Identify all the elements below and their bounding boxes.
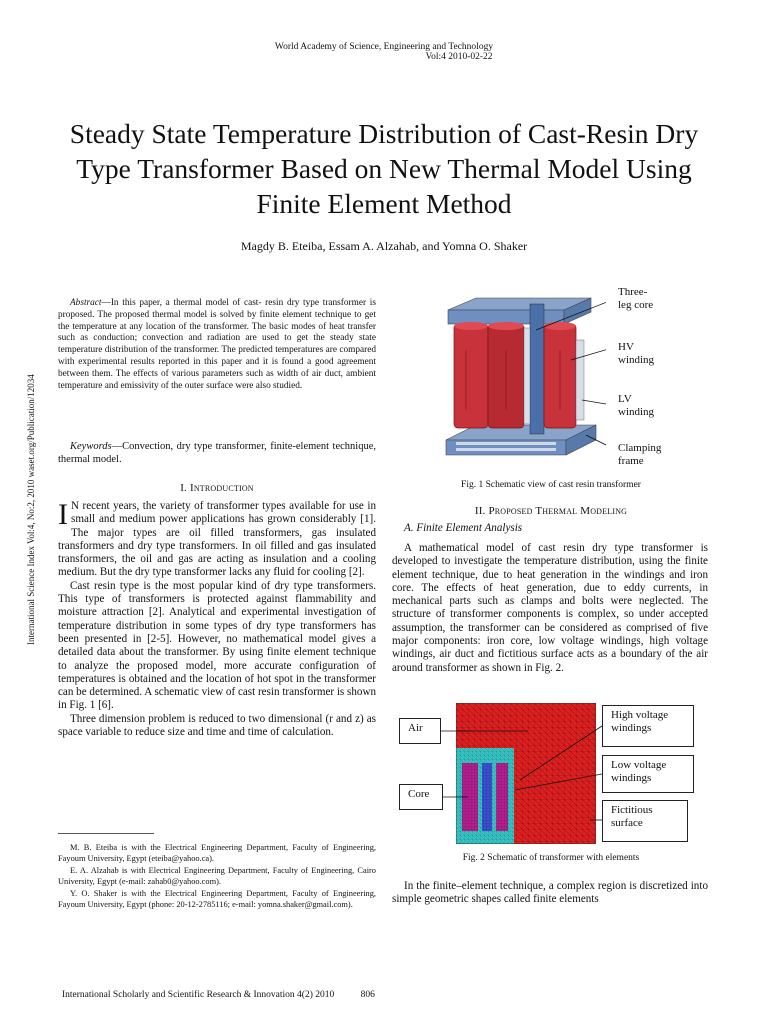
- footer-text: International Scholarly and Scientific Research & Innovation 4(2) 2010: [62, 990, 335, 1000]
- subsection-heading-fea: A. Finite Element Analysis: [404, 522, 523, 534]
- authors: Magdy B. Eteiba, Essam A. Alzahab, and Yomna O. Shaker: [240, 239, 528, 253]
- journal-name: World Academy of Science, Engineering and Technology: [274, 42, 494, 52]
- transformer-drawing: [436, 290, 606, 470]
- section-heading-introduction: I. Introduction: [180, 482, 254, 494]
- footnote-rule: [58, 833, 154, 834]
- fig2-label-hv: High voltage windings: [602, 705, 694, 747]
- keywords-label: Keywords: [70, 441, 112, 452]
- footnotes: [58, 842, 376, 910]
- introduction-body: [58, 500, 376, 739]
- side-index-text: International Science Index Vol:4, No:2, 2010 waset.org/Publication/12034: [26, 374, 36, 645]
- journal-volume: Vol:4 2010-02-22: [425, 52, 493, 62]
- fig2-label-air: Air: [399, 718, 441, 744]
- footer: [62, 990, 375, 1000]
- intro-paragraph-3: Three dimension problem is reduced to two dimensional (r and z) as space variable to reduce size and time and time of calculation.: [58, 712, 376, 739]
- fig1-label-lv: LV winding: [618, 393, 655, 418]
- drop-cap: I: [58, 498, 68, 531]
- fig1-label-clamp: Clamping frame: [618, 442, 662, 467]
- fig1-caption: Fig. 1 Schematic view of cast resin transformer: [461, 480, 641, 490]
- fig2-caption: Fig. 2 Schematic of transformer with elements: [462, 853, 640, 863]
- fig2-label-lv: Low voltage windings: [602, 755, 694, 793]
- keywords-text: —Convection, dry type transformer, finite-element technique, thermal model.: [58, 441, 376, 466]
- figure-1-transformer-illustration: [436, 290, 606, 470]
- section2-paragraph-2: In the finite–element technique, a complex region is discretized into simple geometric shapes called finite elements: [392, 880, 708, 906]
- footnote-3: Y. O. Shaker is with the Electrical Engineering Department, Faculty of Engineering, Fayoum University, Egypt (phone: 20-12-2785116; e-mail: yomna.shaker@gmail.com).: [58, 888, 376, 910]
- abstract: [58, 298, 376, 392]
- fig1-label-core: Three- leg core: [618, 286, 654, 311]
- section2-paragraph-1: A mathematical model of cast resin dry type transformer is developed to investigate the temperature distribution, using the finite element technique, due to heat generation in the windings and iron core. The effects of heat generation, due to eddy currents, in mechanical parts such as clamps and bolts were neglected. The structure of transformer components is complex, so under accepted assumption, the transformer can be considered as comprised of five major components: iron core, low voltage windings, high voltage windings, air duct and fictitious surface acts as a boundary of the air around transformer as shown in Fig. 2.: [392, 542, 708, 674]
- section2-body: [392, 542, 708, 675]
- journal-header: [0, 42, 768, 62]
- abstract-text: —In this paper, a thermal model of cast- resin dry type transformer is proposed. The proposed thermal model is solved by finite element technique to get the temperature at any location of the transformer. The basic modes of heat transfer such as conduction; convection and radiation are used to get the steady state temperature distribution of the transformer. The predicted temperatures are compared with experimental results reported in this paper and it is found a good agreement between them. The effects of various parameters such as width of air duct, ambient temperature and emissivity of the outer surface were also studied.: [58, 298, 376, 391]
- keywords: [58, 440, 376, 467]
- intro-paragraph-2: Cast resin type is the most popular kind of dry type transformers. This type of transformers is protected against flammability and moisture attraction [2]. Analytical and experimental investigation of temperature distribution in some types of dry type transformers has been presented in [2-5]. However, no mathematical model gives a detailed data about the transformer. By using finite element technique to analyze the proposed model, more accurate configuration of temperatures is obtained and the location of hot spot in the transformer can be determined. A schematic view of cast resin transformer is shown in Fig. 1 [6].: [58, 579, 376, 712]
- mesh-drawing: [456, 703, 596, 844]
- footnote-2: E. A. Alzahab is with Electrical Engineering Department, Faculty of Engineering, Cairo University, Egypt (e-mail: zahab0@yahoo.com).: [58, 865, 376, 887]
- fig2-label-fictitious: Fictitious surface: [602, 800, 688, 842]
- abstract-label: Abstract: [70, 298, 102, 308]
- paper-title: Steady State Temperature Distribution of Cast-Resin Dry Type Transformer Based on New Thermal Model Using Finite Element Method: [69, 118, 699, 219]
- section-heading-thermal-modeling: II. Proposed Thermal Modeling: [474, 505, 628, 517]
- page-number: 806: [360, 990, 375, 1000]
- figure-2-mesh: [456, 703, 596, 844]
- fig2-label-core: Core: [399, 784, 443, 810]
- footnote-1: M. B. Eteiba is with the Electrical Engineering Department, Faculty of Engineering, Fayoum University, Egypt (eteiba@yahoo.ca).: [58, 843, 376, 864]
- intro-paragraph-1: N recent years, the variety of transformer types available for use in small and medium power applications has grown considerably [1]. The major types are oil filled transformers, gas insulated transformers and dry type transformers. In oil filled and gas insulated transformers, the oil and gas are acting as insulation and a cooling medium. But the dry type transformer lacks any fluid for cooling [2].: [58, 500, 376, 579]
- section2-paragraph-2-wrap: [392, 880, 708, 907]
- fig1-label-hv: HV winding: [618, 341, 655, 366]
